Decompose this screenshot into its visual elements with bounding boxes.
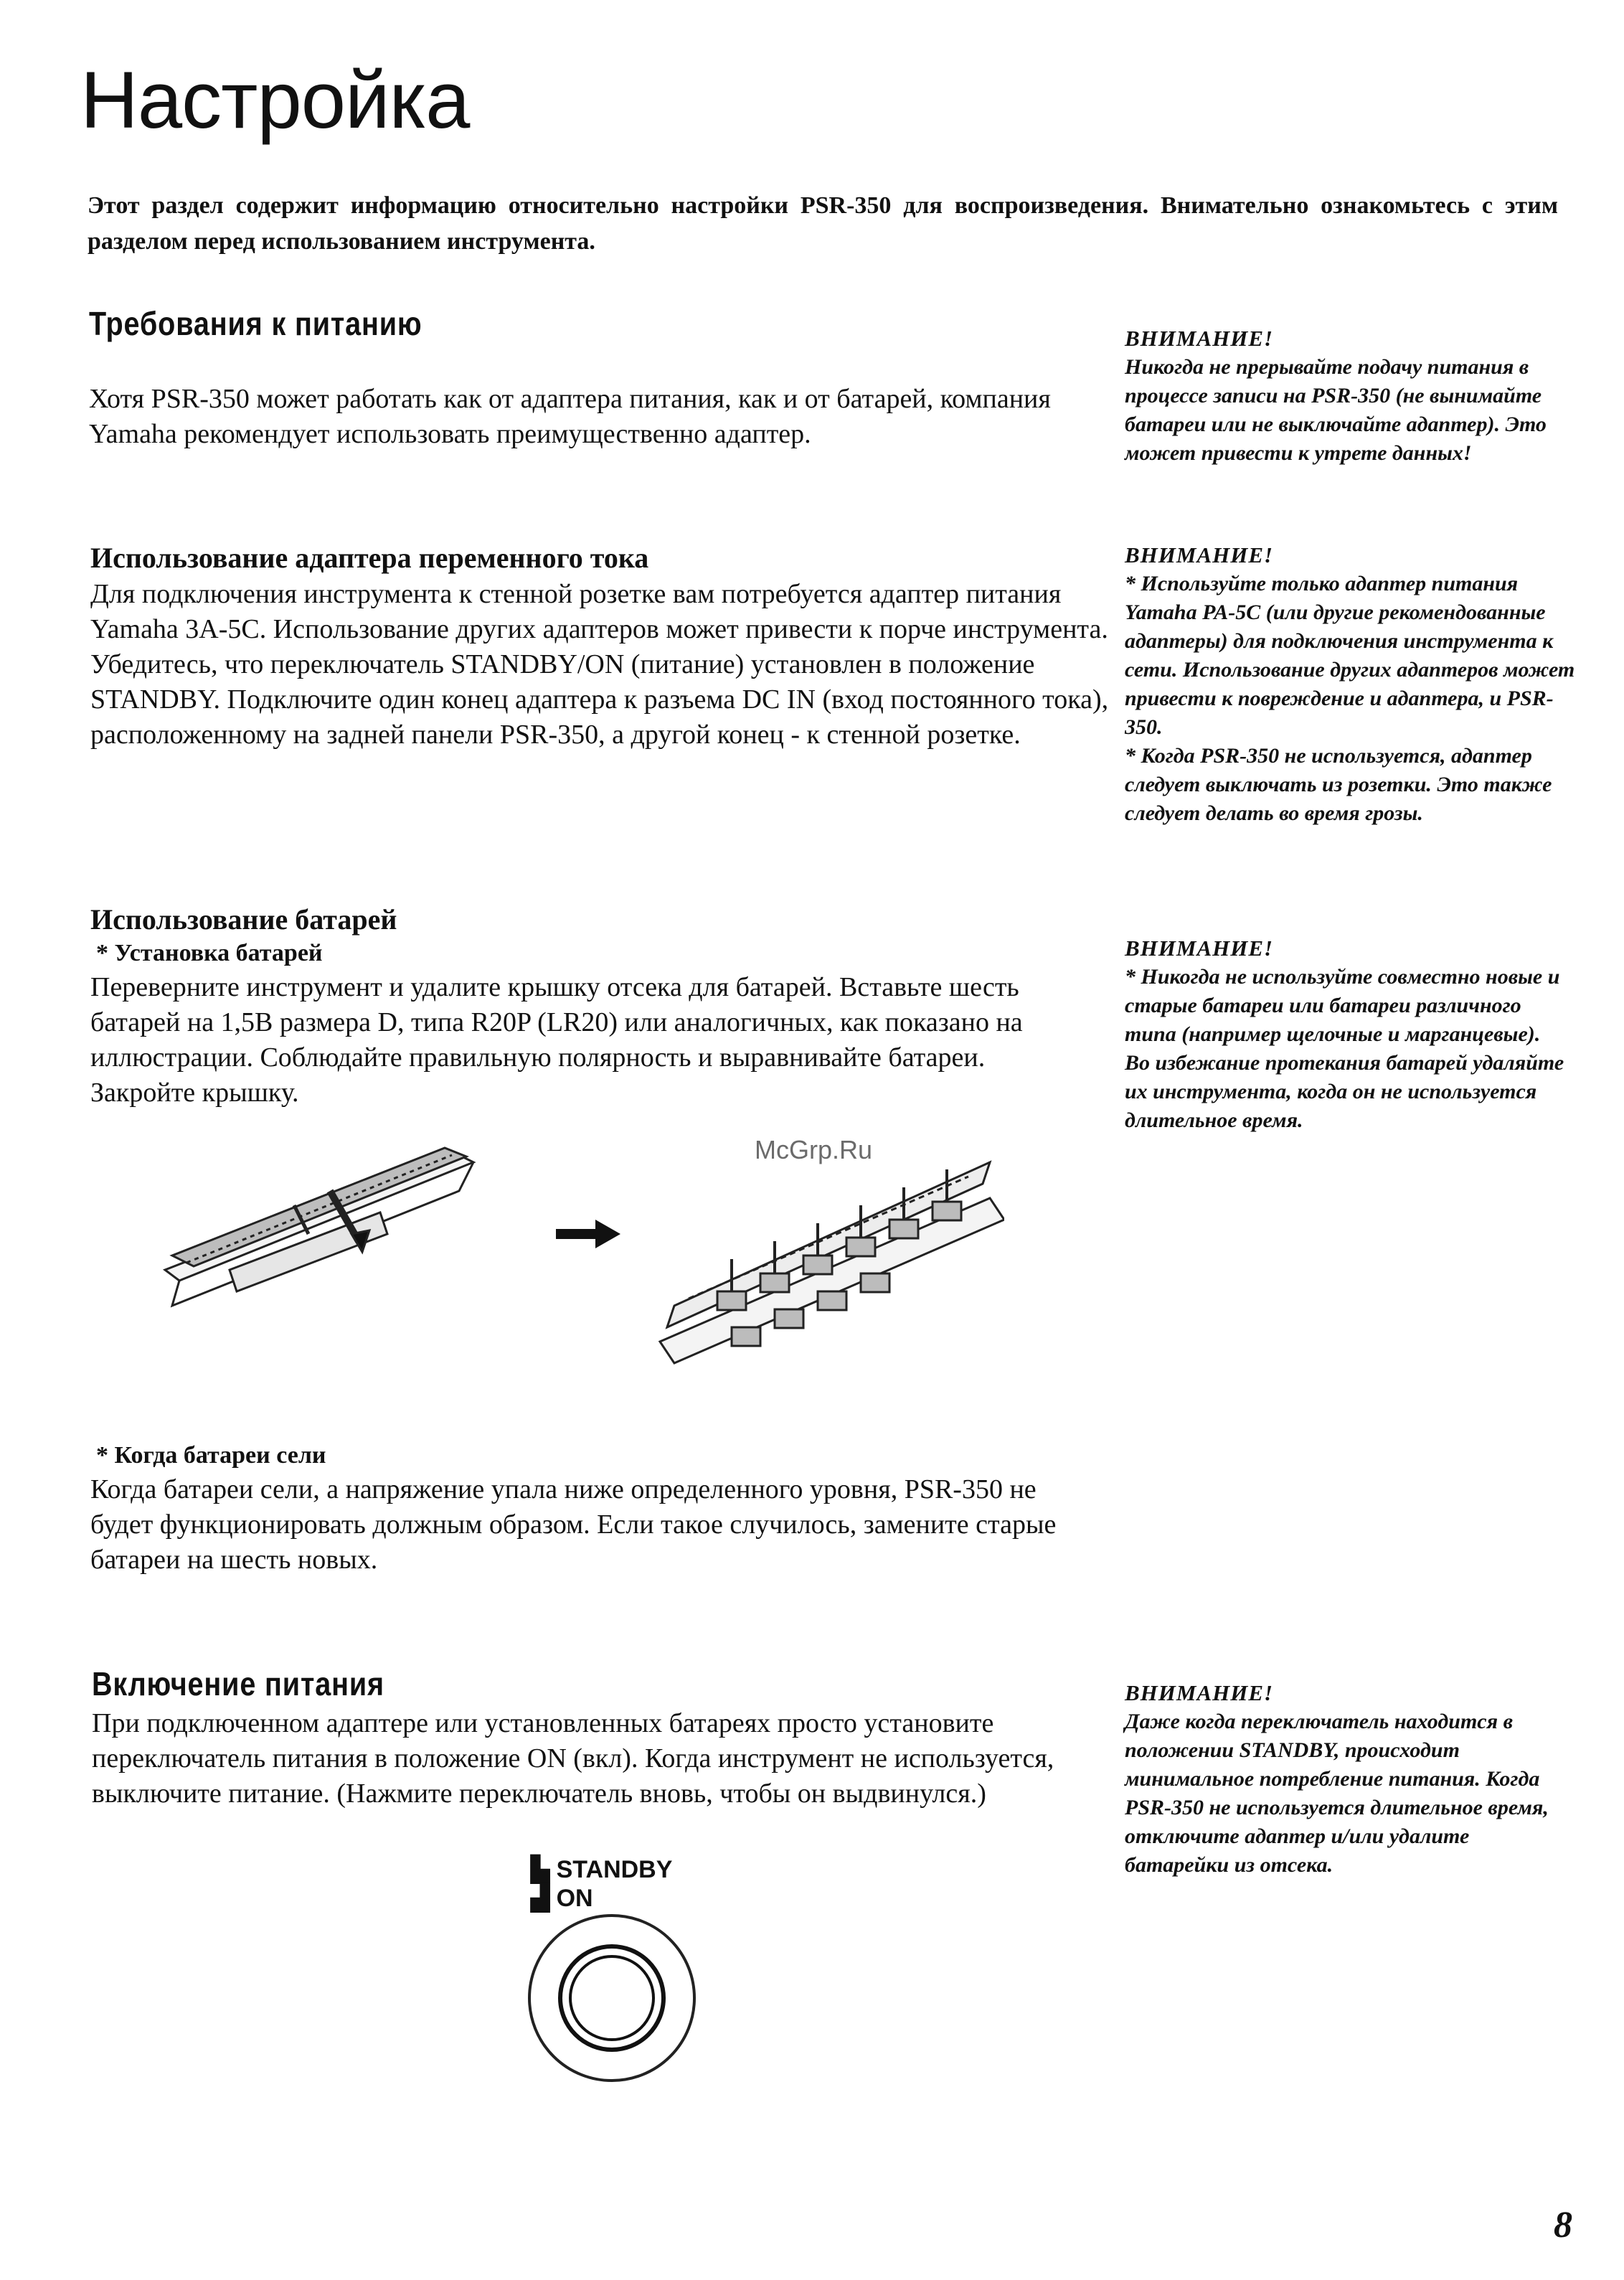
keyboard-underside-icon — [165, 1148, 473, 1306]
on-label: ▟ ON — [531, 1885, 593, 1912]
caution-title: ВНИМАНИЕ! — [1125, 326, 1274, 351]
ac-adapter-text — [90, 577, 1109, 753]
watermark: McGrp.Ru — [755, 1135, 873, 1164]
ac-adapter-paragraph-1: Для подключения инструмента к стенной розетке вам потребуется адаптер питания Yamaha 3A-5C. Использование других адаптеров может привести к порче инструмента. — [90, 579, 1108, 644]
dead-batteries-subheading: * Когда батареи сели — [96, 1442, 326, 1469]
caution-note-3 — [1125, 934, 1577, 1135]
caution-title: ВНИМАНИЕ! — [1125, 1680, 1274, 1705]
page-title: Настройка — [80, 55, 470, 145]
caution-text: * Никогда не используйте совместно новые и старые батареи или батареи различного типа (например щелочные и марганцевые). — [1125, 965, 1560, 1046]
caution-title: ВНИМАНИЕ! — [1125, 542, 1274, 567]
caution-title: ВНИМАНИЕ! — [1125, 936, 1274, 961]
power-switch-icon — [522, 1908, 702, 2088]
standby-symbol-icon: ▙ — [531, 1856, 557, 1883]
power-on-text: При подключенном адаптере или установленных батареях просто установите переключатель питания в положение ON (вкл). Когда инструмент не используется, выключите питание. (Нажмите переключатель вновь, чтобы он выдвинулся.) — [92, 1708, 1054, 1809]
batteries-heading: Использование батарей — [90, 903, 397, 936]
battery-install-text: Переверните инструмент и удалите крышку отсека для батарей. Вставьте шесть батарей на 1,5В размера D, типа R20P (LR20) или аналогичных, как показано на иллюстрации. Соблюдайте правильную полярность и выравнивайте батареи. Закройте крышку. — [90, 972, 1023, 1108]
power-on-heading: Включение питания — [92, 1665, 384, 1702]
standby-label: ▙ STANDBY — [531, 1856, 673, 1883]
arrow-right-icon — [556, 1220, 620, 1248]
page-number: 8 — [1554, 2205, 1572, 2246]
power-requirements-heading: Требования к питанию — [89, 305, 422, 342]
caution-note-4 — [1125, 1679, 1577, 1880]
batteries-inserted-icon — [660, 1162, 1004, 1363]
caution-text: Никогда не прерывайте подачу питания в процессе записи на PSR-350 (не вынимайте батареи или не выключайте адаптер). Это может привести к утрете данных! — [1125, 355, 1547, 465]
caution-text-2: * Когда PSR-350 не используется, адаптер следует выключать из розетки. Это также следует делать во время грозы. — [1125, 744, 1552, 825]
intro-text: Этот раздел содержит информацию относительно настройки PSR-350 для воспроизведения. Внимательно ознакомьтесь с этим разделом перед использованием инструмента. — [88, 192, 1558, 255]
on-symbol-icon: ▟ — [531, 1885, 557, 1912]
caution-note-2 — [1125, 541, 1577, 828]
battery-installation-illustration — [143, 1112, 1004, 1385]
caution-text: Даже когда переключатель находится в положении STANDBY, происходит минимальное потребление питания. Когда PSR-350 не используется длительное время, отключите адаптер и/или удалите батарейки из отсека. — [1125, 1710, 1549, 1877]
caution-text: * Используйте только адаптер питания Yamaha PA-5C (или другие рекомендованные адаптеры) для подключения инструмента к сети. Использование других адаптеров может привести к повреждение и адаптера, и PSR-350. — [1125, 572, 1575, 739]
power-requirements-text: Хотя PSR-350 может работать как от адаптера питания, как и от батарей, компания Yamaha рекомендует использовать преимущественно адаптер. — [89, 384, 1051, 449]
switch-labels — [531, 1855, 672, 1913]
battery-install-subheading: * Установка батарей — [96, 940, 323, 966]
caution-note-1 — [1125, 324, 1577, 468]
ac-adapter-heading: Использование адаптера переменного тока — [90, 542, 649, 574]
ac-adapter-paragraph-2: Убедитесь, что переключатель STANDBY/ON (питание) установлен в положение STANDBY. Подключите один конец адаптера к разъема DC IN (вход постоянного тока), расположенному на задней панели PSR-350, а другой конец - к стенной розетке. — [90, 649, 1109, 750]
caution-text-2: Во избежание протекания батарей удаляйте их инструмента, когда он не используется длительное время. — [1125, 1051, 1564, 1132]
dead-batteries-text: Когда батареи сели, а напряжение упала ниже определенного уровня, PSR-350 не будет функционировать должным образом. Если такое случилось, замените старые батареи на шесть новых. — [90, 1474, 1057, 1575]
